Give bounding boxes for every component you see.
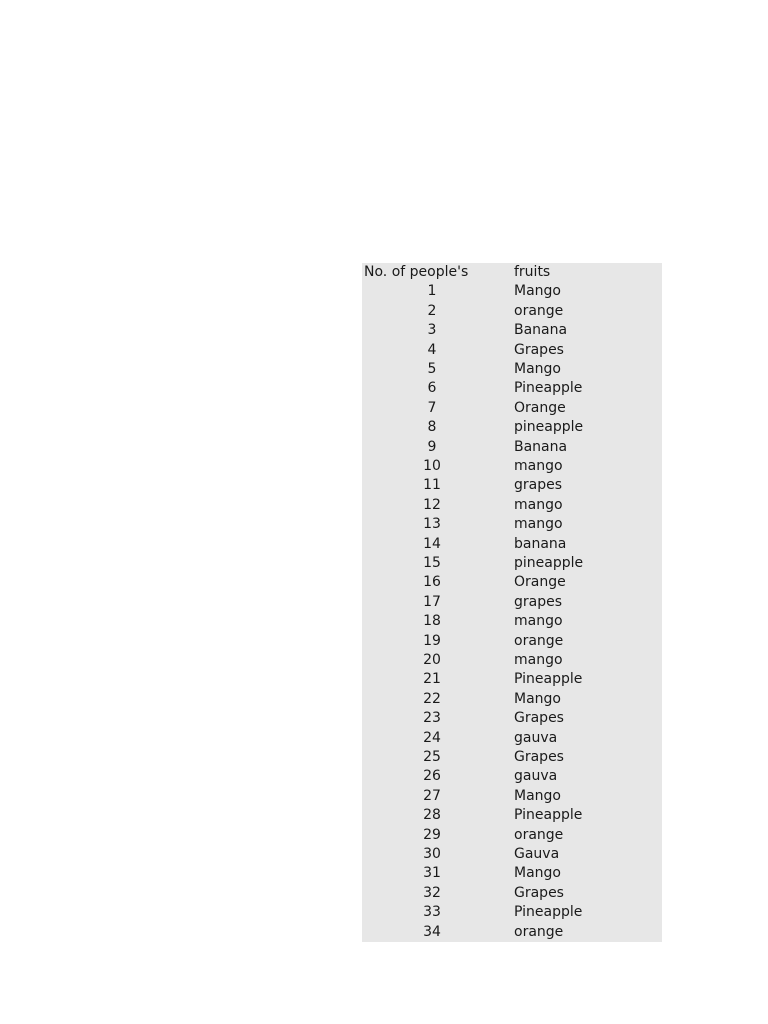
people-count-cell: 9	[427, 438, 437, 455]
table-header-row	[362, 263, 662, 282]
table-row	[362, 302, 662, 321]
table-row	[362, 573, 662, 592]
people-count-cell: 10	[423, 458, 441, 474]
table-row	[362, 709, 662, 728]
fruit-cell: Mango	[514, 361, 561, 377]
fruit-table	[362, 263, 662, 942]
fruit-cell: Pineapple	[514, 807, 583, 824]
table-row	[362, 670, 662, 689]
table-row	[362, 767, 662, 786]
fruit-cell: Grapes	[514, 749, 564, 765]
header-people-count: No. of people's	[364, 264, 469, 280]
fruit-cell: Mango	[514, 283, 561, 300]
fruit-cell: mango	[514, 496, 563, 513]
table-row	[362, 729, 662, 748]
people-count-cell: 13	[423, 516, 441, 533]
table-row	[362, 282, 662, 301]
fruit-cell: Gauva	[514, 846, 560, 862]
people-count-cell: 3	[427, 322, 437, 339]
people-count-cell: 24	[423, 729, 441, 746]
people-count-cell: 20	[423, 652, 441, 668]
fruit-cell: pineapple	[514, 419, 584, 436]
header-fruits: fruits	[514, 264, 551, 280]
people-count-cell: 29	[423, 826, 441, 843]
fruit-cell: Orange	[514, 574, 566, 591]
fruit-cell: Grapes	[514, 884, 564, 901]
people-count-cell: 34	[423, 923, 441, 940]
people-count-cell: 4	[427, 341, 437, 358]
table-row	[362, 360, 662, 379]
people-count-cell: 23	[423, 710, 441, 727]
table-row	[362, 476, 662, 495]
people-count-cell: 33	[423, 904, 441, 921]
fruit-cell: mango	[514, 516, 563, 533]
people-count-cell: 15	[423, 555, 441, 571]
people-count-cell: 1	[427, 283, 437, 300]
table-row	[362, 903, 662, 922]
fruit-cell: orange	[514, 632, 564, 649]
people-count-cell: 30	[423, 846, 441, 862]
people-count-cell: 32	[423, 884, 441, 901]
fruit-cell: mango	[514, 652, 563, 668]
fruit-cell: mango	[514, 613, 563, 630]
fruit-cell: Orange	[514, 399, 566, 416]
people-count-cell: 25	[423, 749, 441, 765]
fruit-cell: Mango	[514, 865, 561, 882]
table-row	[362, 690, 662, 709]
people-count-cell: 21	[423, 671, 441, 688]
fruit-cell: grapes	[514, 593, 563, 610]
table-row	[362, 884, 662, 903]
people-count-cell: 31	[423, 865, 441, 882]
table-row	[362, 321, 662, 340]
people-count-cell: 6	[427, 380, 437, 397]
people-count-cell: 28	[423, 807, 441, 824]
table-row	[362, 457, 662, 476]
people-count-cell: 16	[423, 574, 441, 591]
fruit-cell: gauva	[514, 729, 558, 746]
table-row	[362, 515, 662, 534]
people-count-cell: 27	[423, 787, 441, 804]
people-count-cell: 5	[427, 361, 437, 377]
table-row	[362, 845, 662, 864]
fruit-cell: Pineapple	[514, 380, 583, 397]
table-row	[362, 651, 662, 670]
fruit-cell: pineapple	[514, 555, 584, 571]
table-row	[362, 535, 662, 554]
fruit-cell: Grapes	[514, 710, 564, 727]
table-row	[362, 632, 662, 651]
fruit-cell: grapes	[514, 477, 563, 494]
fruit-cell: Mango	[514, 690, 561, 707]
fruit-cell: Pineapple	[514, 904, 583, 921]
fruit-cell: orange	[514, 923, 564, 940]
people-count-cell: 18	[423, 613, 441, 630]
table-row	[362, 787, 662, 806]
fruit-cell: gauva	[514, 768, 558, 785]
table-row	[362, 496, 662, 515]
people-count-cell: 22	[423, 690, 441, 707]
table-row	[362, 554, 662, 573]
fruit-cell: Mango	[514, 787, 561, 804]
table-row	[362, 612, 662, 631]
people-count-cell: 14	[423, 535, 441, 552]
table-row	[362, 418, 662, 437]
table-row	[362, 399, 662, 418]
fruit-cell: Pineapple	[514, 671, 583, 688]
table-row	[362, 438, 662, 457]
fruit-cell: orange	[514, 302, 564, 319]
fruit-cell: orange	[514, 826, 564, 843]
table-row	[362, 593, 662, 612]
table-row	[362, 826, 662, 845]
fruit-cell: Banana	[514, 438, 568, 455]
table-row	[362, 923, 662, 942]
people-count-cell: 2	[427, 302, 437, 319]
people-count-cell: 19	[423, 632, 441, 649]
people-count-cell: 12	[423, 496, 441, 513]
people-count-cell: 7	[427, 399, 437, 416]
table-row	[362, 806, 662, 825]
people-count-cell: 26	[423, 768, 441, 785]
table-row	[362, 379, 662, 398]
fruit-cell: Banana	[514, 322, 568, 339]
table-row	[362, 864, 662, 883]
table-row	[362, 341, 662, 360]
fruit-cell: mango	[514, 458, 563, 474]
people-count-cell: 8	[427, 419, 437, 436]
fruit-cell: Grapes	[514, 341, 564, 358]
people-count-cell: 11	[423, 477, 441, 494]
people-count-cell: 17	[423, 593, 441, 610]
fruit-cell: banana	[514, 535, 567, 552]
table-row	[362, 748, 662, 767]
